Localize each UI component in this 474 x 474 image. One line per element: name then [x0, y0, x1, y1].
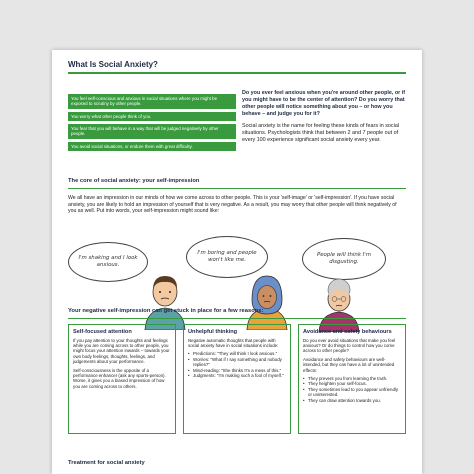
symptom-bar: You fear that you will behave in a way that will be judged negatively by other people.	[68, 124, 236, 139]
speech-bubble: I'm shaking and I look anxious.	[68, 242, 148, 282]
column-paragraph: Self-consciousness is the opposite of a performance enhancer (ask any sports-person). Worse, it gives you a biased impression of how you are coming across to others.	[73, 367, 166, 389]
symptom-bar: You avoid social situations, or endure them with great difficulty.	[68, 142, 236, 151]
column-heading: Avoidance and safety behaviours	[303, 329, 392, 335]
section-heading-treatment: Treatment for social anxiety	[68, 460, 145, 466]
column-paragraph: Avoidance and safety behaviours are well-intended, but they can have a lot of unintended effects:	[303, 356, 395, 373]
list-item: • They heighten your self-focus.	[303, 381, 401, 386]
column-list	[188, 351, 286, 378]
symptom-bar: You feel self-conscious and anxious in social situations where you might be exposed to scrutiny by other people.	[68, 94, 236, 109]
maintaining-factors	[68, 324, 406, 434]
page-title: What Is Social Anxiety?	[68, 60, 158, 69]
list-item: • Mind-reading: "She thinks I'm a mess of this."	[188, 368, 286, 373]
column-self-focused-attention	[68, 324, 176, 434]
title-divider	[68, 72, 406, 74]
woman-illustration	[244, 270, 290, 330]
core-text: We all have an impression in our minds of how we come across to other people. This is your 'self-image' or 'self-impression'. If you have social anxiety, you are likely to hold an impression of yourself that is very negative. As a result, you may worry that other people will think negatively of you as well. Put into words, your self-impression might sound like:	[68, 195, 397, 215]
symptom-bar: You worry what other people think of you.	[68, 112, 236, 121]
column-heading: Unhelpful thinking	[188, 329, 238, 335]
column-list	[303, 376, 401, 403]
column-paragraph: Do you ever avoid situations that make you feel anxious? Or do things to control how you come across to other people?	[303, 337, 396, 354]
speech-bubble: I'm boring and people won't like me.	[186, 236, 268, 278]
symptom-bars	[68, 94, 236, 154]
worksheet-page	[52, 50, 422, 474]
section-divider	[68, 318, 406, 319]
column-paragraph: If you pay attention to your thoughts and feelings while you are coming across to other people, you might focus your attention inwards – towards your own body feelings, thoughts, feelings, and judgements about your performance.	[73, 337, 170, 365]
section-heading-cycle: Your negative self-impression can get stuck in place for a few reasons:	[68, 308, 264, 314]
anxious-man-illustration	[140, 268, 190, 330]
column-paragraph: Negative automatic thoughts that people with social anxiety have in social situations include:	[188, 337, 279, 348]
list-item: • They sometimes lead to you appear unfriendly or uninterested.	[303, 387, 401, 398]
column-heading: Self-focused attention	[73, 329, 132, 335]
intro-text: Social anxiety is the name for feeling these kinds of fears in social situations. Psychologists think that between 2 and 7 people out of every 100 experience significant social anxiety every year.	[242, 123, 400, 143]
list-item: • Predictions: "They will think I look anxious."	[188, 351, 286, 356]
section-heading-core: The core of social anxiety: your self-impression	[68, 178, 200, 184]
list-item: • They prevent you from learning the truth.	[303, 376, 401, 381]
section-divider	[68, 188, 406, 189]
column-avoidance-safety	[298, 324, 406, 434]
intro-question: Do you ever feel anxious when you're around other people, or if you might have to be the center of attention? Do you worry that other people will notice something about you – or how you behave – and judge you for it?	[242, 90, 406, 117]
list-item: • They can draw attention towards you.	[303, 398, 401, 403]
list-item: • Judgments: "I'm making such a fool of myself."	[188, 373, 286, 378]
intro-block	[242, 90, 410, 144]
list-item: • Worries: "What if I say something and nobody replies?"	[188, 357, 286, 368]
column-unhelpful-thinking	[183, 324, 291, 434]
speech-bubble: People will think I'm disgusting.	[302, 238, 386, 280]
